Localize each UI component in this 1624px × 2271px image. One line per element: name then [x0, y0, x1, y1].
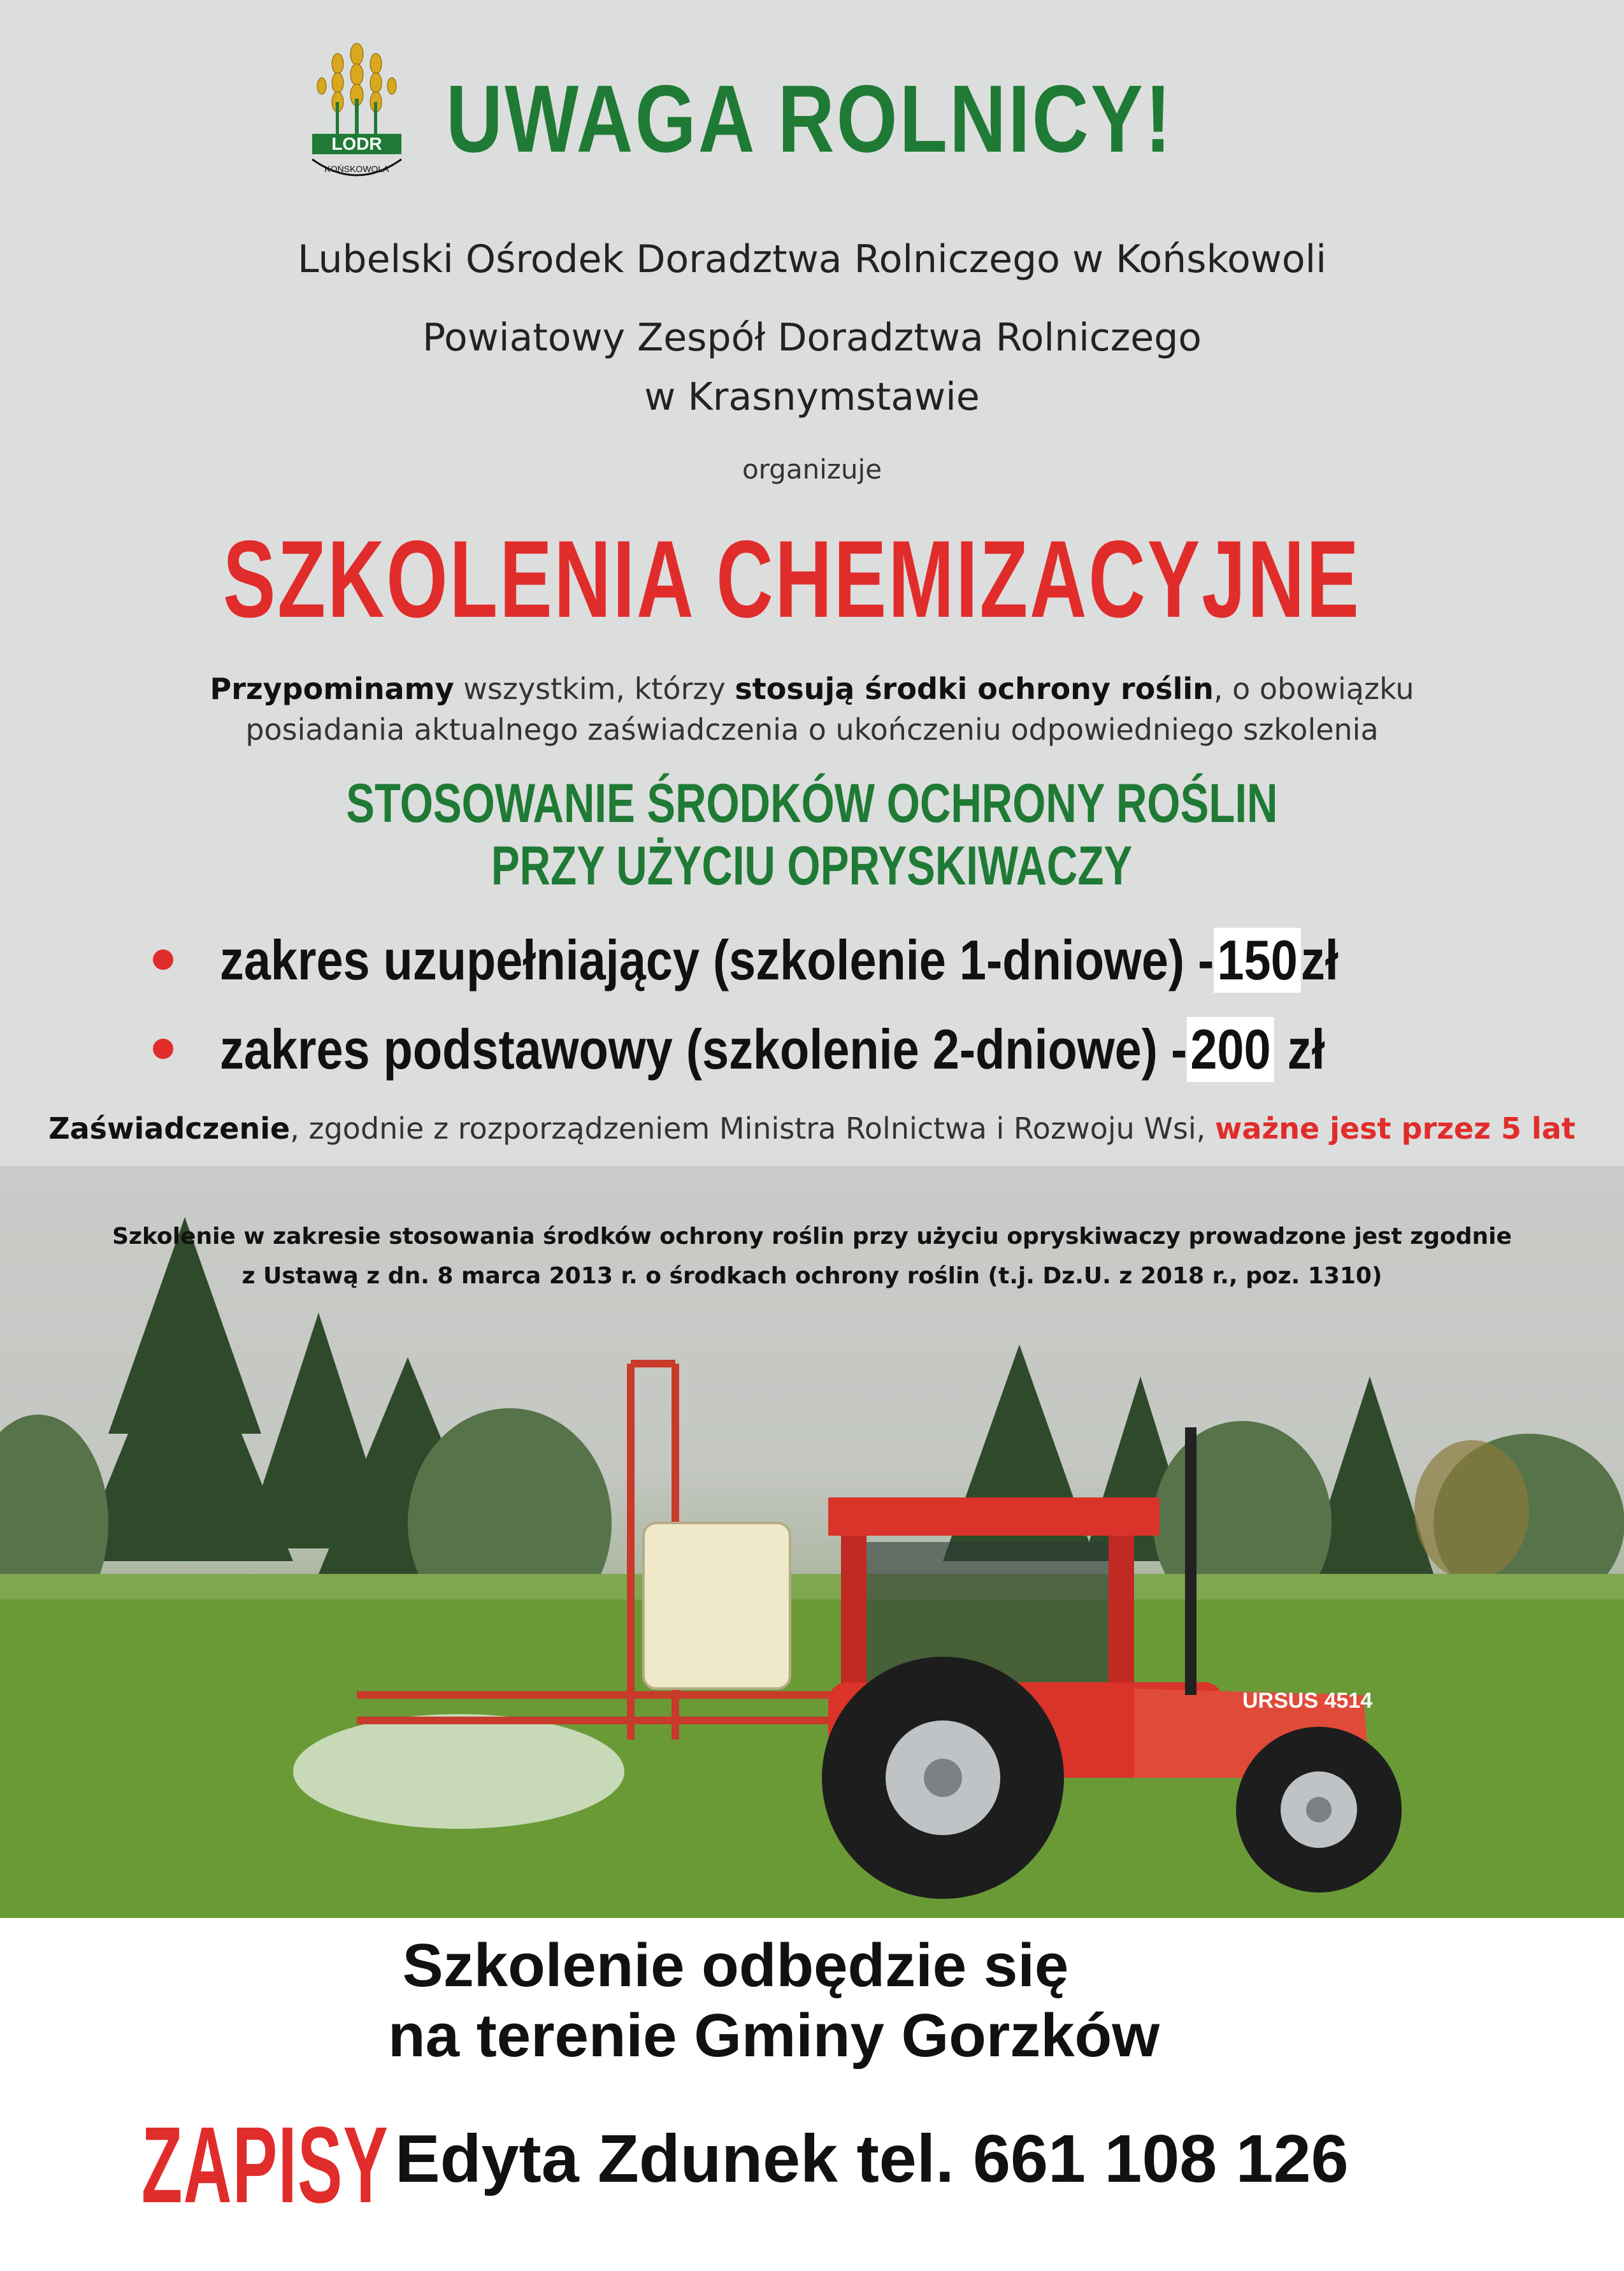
reminder-bold-1: Przypominamy: [210, 672, 454, 706]
organizer-line-2: Powiatowy Zespół Doradztwa Rolniczego: [422, 315, 1202, 360]
logo-text: LODR: [331, 134, 382, 154]
course-title-line-2: [0, 835, 1624, 898]
legal-line-1: Szkolenie w zakresie stosowania środków ochrony roślin przy użyciu opryskiwaczy prowadzone jest zgodnie: [112, 1223, 1512, 1250]
main-title: SZKOLENIA CHEMIZACYJNE: [223, 518, 1361, 640]
option-label: zakres uzupełniający (szkolenie 1-dniowe) -: [220, 928, 1214, 991]
bullet-icon: [153, 1039, 173, 1059]
reminder-bold-2: stosują środki ochrony roślin: [735, 672, 1214, 706]
option-label: zakres podstawowy (szkolenie 2-dniowe) -: [220, 1018, 1188, 1081]
reminder-line-2: posiadania aktualnego zaświadczenia o ukończeniu odpowiedniego szkolenia: [245, 712, 1379, 747]
organizer-line-4: organizuje: [742, 454, 882, 485]
reminder-line-1: [0, 672, 1624, 706]
tractor-badge: URSUS 4514: [1242, 1689, 1373, 1713]
contact-info: Edyta Zdunek tel. 661 108 126: [395, 2121, 1349, 2196]
organizer-line-1: Lubelski Ośrodek Doradztwa Rolniczego w Końskowoli: [298, 237, 1326, 282]
wheat-icon: [317, 43, 396, 137]
reminder-text-a: wszystkim, którzy: [454, 672, 735, 706]
option-text: [220, 928, 1339, 993]
certificate-validity: ważne jest przez 5 lat: [1214, 1111, 1576, 1146]
option-currency: zł: [1274, 1018, 1325, 1081]
organizer-line-3: w Krasnymstawie: [644, 375, 980, 419]
legal-line-2: z Ustawą z dn. 8 marca 2013 r. o środkach ochrony roślin (t.j. Dz.U. z 2018 r., poz. 1310): [241, 1263, 1383, 1289]
location-line-2: na terenie Gminy Gorzków: [388, 2001, 1160, 2070]
option-item: [153, 928, 1586, 998]
reminder-text-b: , o obowiązku: [1213, 672, 1414, 706]
bullet-icon: [153, 949, 173, 970]
certificate-text: , zgodnie z rozporządzeniem Ministra Rolnictwa i Rozwoju Wsi,: [290, 1111, 1215, 1146]
lodr-logo: [299, 38, 414, 185]
logo-subtext: KOŃSKOWOLA: [324, 164, 389, 174]
location-line-1: Szkolenie odbędzie się: [402, 1931, 1069, 2000]
certificate-bold: Zaświadczenie: [48, 1111, 291, 1146]
option-currency: zł: [1300, 928, 1339, 991]
option-price: 200: [1187, 1017, 1274, 1082]
option-text: [220, 1017, 1325, 1082]
course-title-text-1: STOSOWANIE ŚRODKÓW OCHRONY ROŚLIN: [346, 773, 1278, 834]
option-item: [153, 1017, 1586, 1087]
course-title-text-2: PRZY UŻYCIU OPRYSKIWACZY: [491, 835, 1133, 897]
signup-label: ZAPISY: [141, 2105, 389, 2226]
certificate-note: [0, 1111, 1624, 1146]
option-price: 150: [1214, 928, 1301, 993]
course-title-line-1: [0, 772, 1624, 835]
headline: UWAGA ROLNICY!: [446, 65, 1174, 172]
